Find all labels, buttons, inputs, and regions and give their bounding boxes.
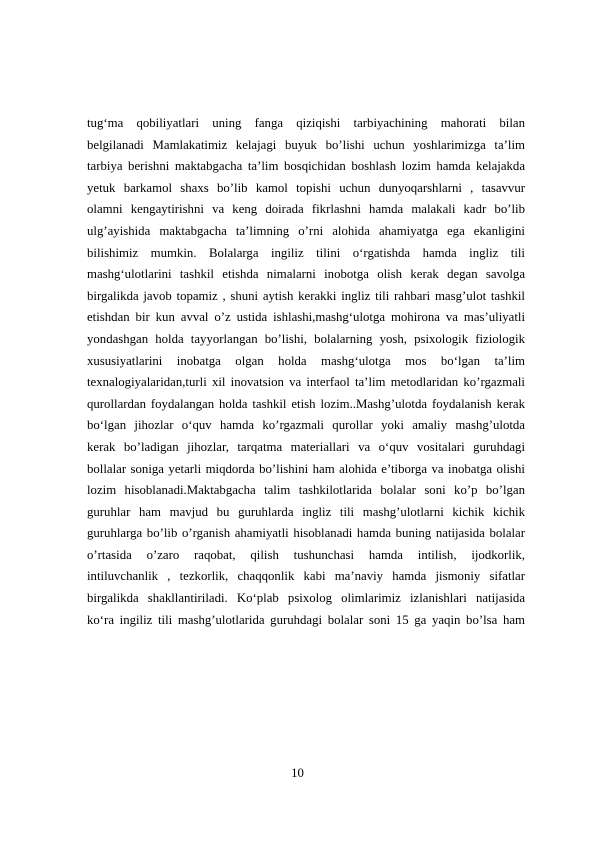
text-line: o’rtasida o’zaro raqobat, qilish tushunchasi hamda intilish, ijodkorlik, [87, 547, 525, 562]
text-line: birgalikda javob topamiz , shuni aytish kerakki ingliz tili rahbari masg’ulot tashkil [87, 288, 525, 303]
text-line: birgalikda shakllantiriladi. Ko‘plab psixolog olimlarimiz izlanishlari natijasida [87, 591, 525, 606]
text-line: kerak bo’ladigan jihozlar, tarqatma materiallari va o‘quv vositalari guruhdagi [87, 439, 525, 454]
text-line: tarbiya berishni maktabgacha ta’lim bosqichidan boshlash lozim hamda kelajakda [87, 159, 525, 174]
text-line: yetuk barkamol shaxs bo’lib kamol topishi uchun dunyoqarshlarni , tasavvur [87, 180, 525, 195]
text-line: xususiyatlarini inobatga olgan holda mashg‘ulotga mos bo‘lgan ta’lim [87, 353, 525, 368]
text-line: bollalar soniga yetarli miqdorda bo’lishini ham alohida e’tiborga va inobatga olishi [87, 461, 525, 476]
text-line: guruhlarga bo’lib o’rganish ahamiyatli hisoblanadi hamda buning natijasida bolalar [87, 526, 525, 541]
text-line: lozim hisoblanadi.Maktabgacha talim tashkilotlarida bolalar soni ko’p bo’lgan [87, 483, 525, 498]
text-line: belgilanadi Mamlakatimiz kelajagi buyuk bo’lishi uchun yoshlarimizga ta’lim [87, 137, 525, 152]
page-number: 10 [291, 766, 304, 780]
text-line: ulg’ayishida maktabgacha ta’limning o’rni alohida ahamiyatga ega ekanligini [87, 223, 525, 238]
text-line: bo‘lgan jihozlar o‘quv hamda ko’rgazmali qurollar yoki amaliy mashg’ulotda [87, 418, 525, 433]
text-line: texnalogiyalaridan,turli xil inovatsion va interfaol ta’lim metodlaridan ko’rgazmali [87, 375, 525, 390]
text-line: guruhlar ham mavjud bu guruhlarda ingliz tili mashg’ulotlarni kichik kichik [87, 504, 525, 519]
text-line: qurollardan foydalangan holda tashkil etish lozim..Mashg’ulotda foydalanish kerak [87, 396, 525, 411]
text-line: bilishimiz mumkin. Bolalarga ingiliz tilini o‘rgatishda hamda ingliz tili [87, 245, 525, 260]
body-text [87, 113, 525, 631]
text-line: olamni kengaytirishni va keng doirada fikrlashni hamda malakali kadr bo’lib [87, 202, 525, 217]
text-line: yondashgan holda tayyorlangan bo’lishi, bolalarning yosh, psixologik fiziologik [87, 331, 525, 346]
text-line: etishdan bir kun avval o’z ustida ishlashi,mashg‘ulotga mohirona va mas’uliyatli [87, 310, 525, 325]
text-line: tug‘ma qobiliyatlari uning fanga qiziqishi tarbiyachining mahorati bilan [87, 116, 525, 130]
text-line: intiluvchanlik , tezkorlik, chaqqonlik kabi ma’naviy hamda jismoniy sifatlar [87, 569, 525, 584]
text-line: ko‘ra ingiliz tili mashg’ulotlarida guruhdagi bolalar soni 15 ga yaqin bo’lsa ham [87, 612, 525, 627]
text-line: mashg‘ulotlarini tashkil etishda nimalarni inobotga olish kerak degan savolga [87, 267, 525, 282]
